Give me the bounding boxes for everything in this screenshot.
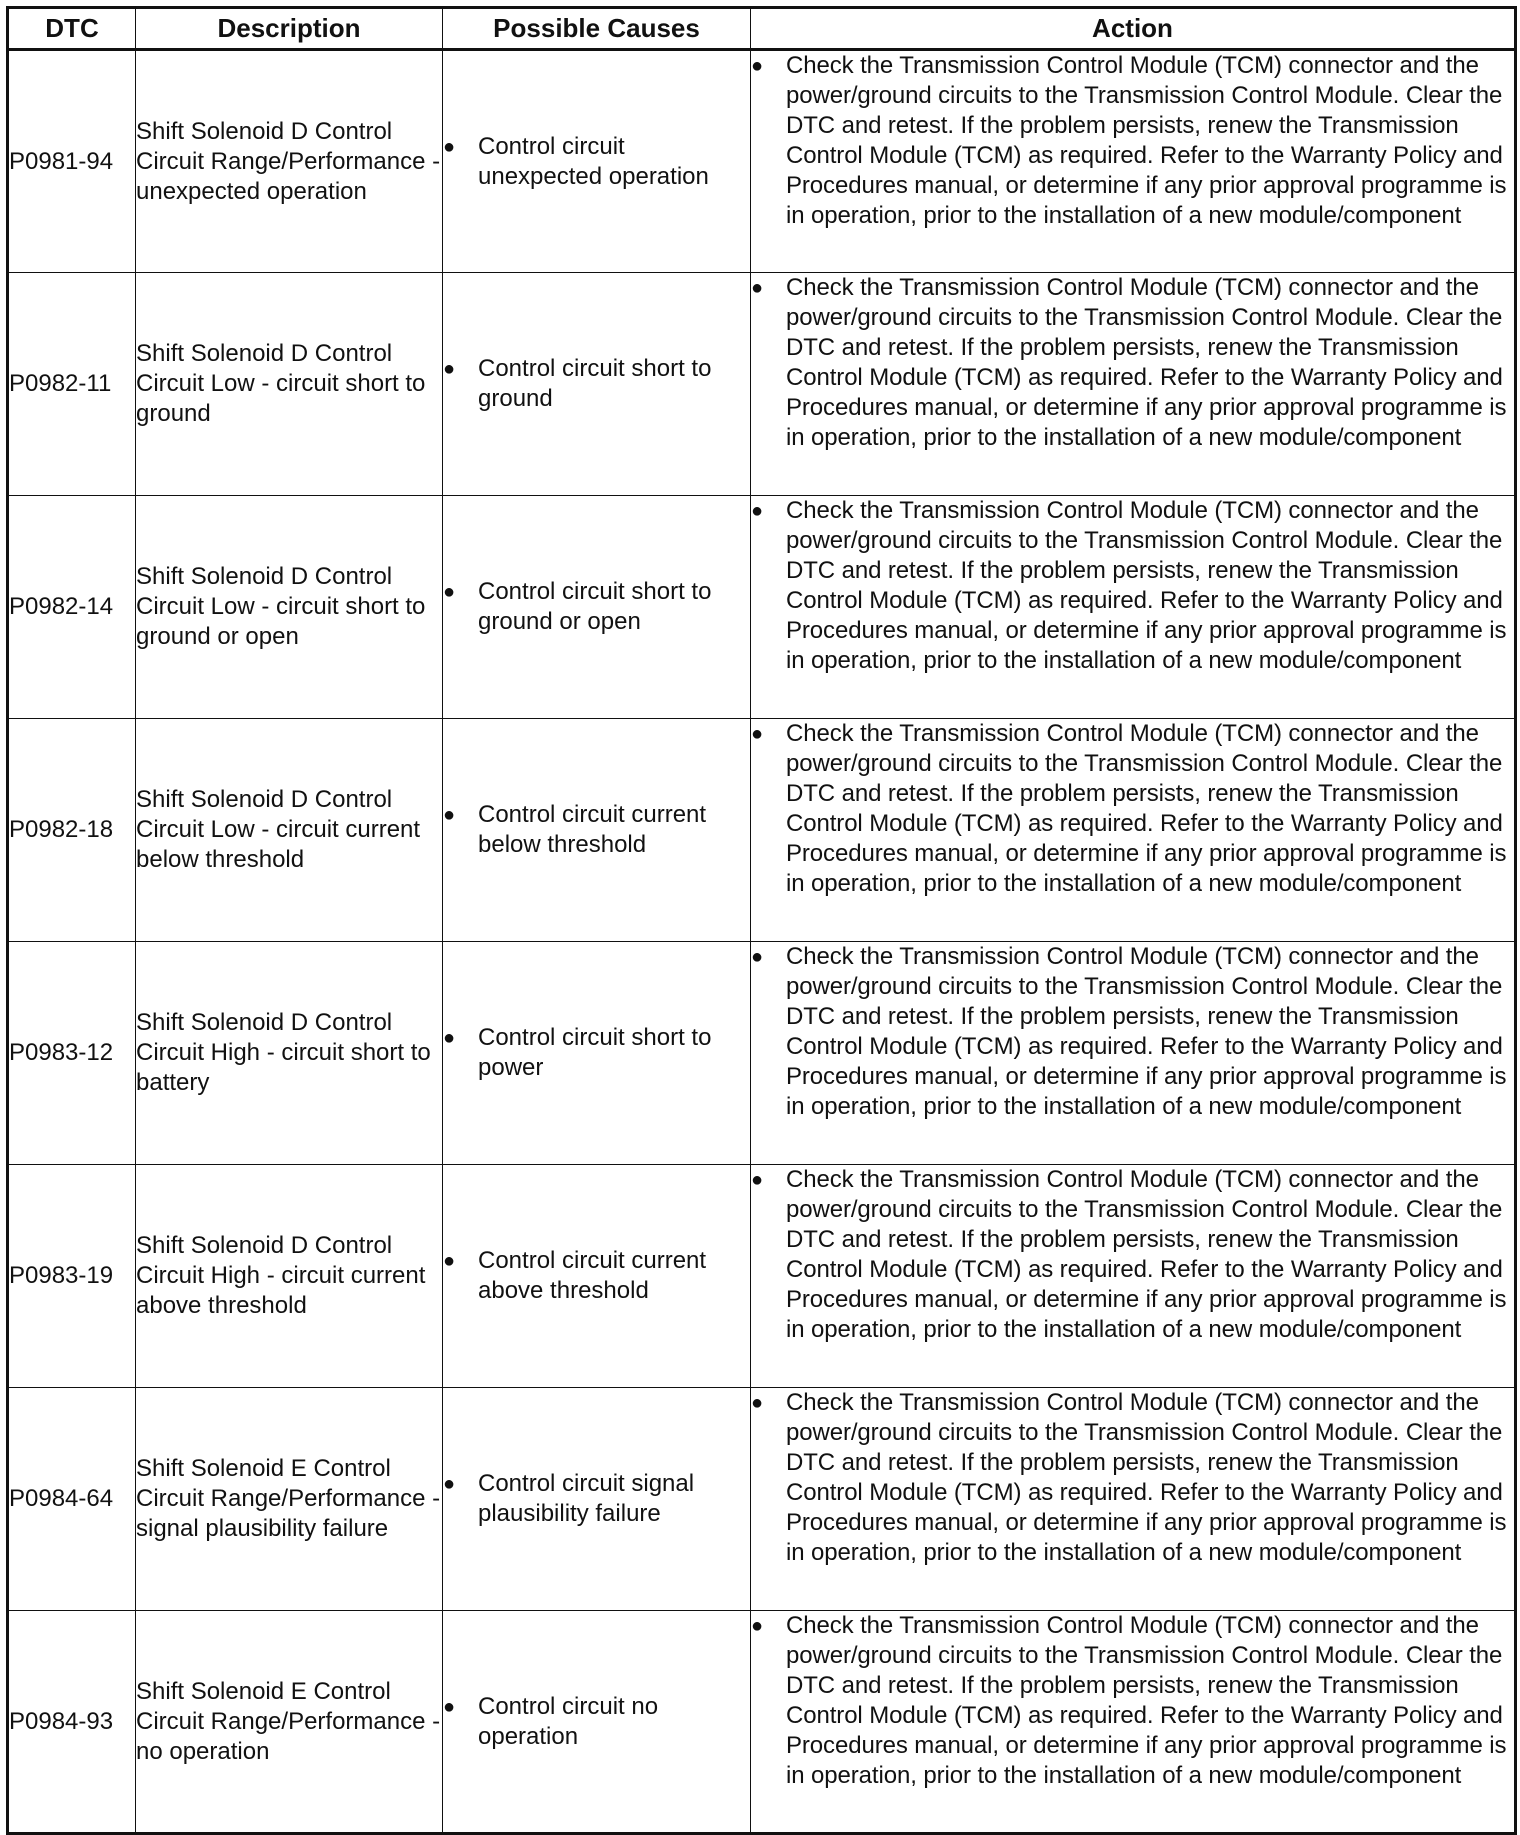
action-text: Check the Transmission Control Module (TCM) connector and the power/ground circuits to the Transmission Control Module. Clear the DTC and retest. If the problem persists, renew the Transmission Control Module (TCM) as required. Refer to the Warranty Policy and Procedures manual, or determine if any prior approval programme is in operation, prior to the installation of a new module/component [786, 274, 1507, 451]
action-item [751, 1165, 1514, 1345]
dtc-description: Shift Solenoid D Control Circuit High - circuit current above threshold [136, 1165, 443, 1388]
table-row [8, 942, 1516, 1165]
possible-cause-cell [443, 50, 751, 273]
action-item [751, 496, 1514, 676]
action-cell [751, 496, 1516, 719]
possible-cause-text: Control circuit signal plausibility failure [478, 1470, 695, 1527]
dtc-description: Shift Solenoid D Control Circuit Low - circuit short to ground [136, 273, 443, 496]
dtc-table [6, 6, 1517, 1835]
header-dtc: DTC [8, 8, 136, 50]
dtc-code: P0983-19 [8, 1165, 136, 1388]
action-item [751, 719, 1514, 899]
table-row [8, 719, 1516, 942]
bullet-icon: ● [751, 1615, 764, 1637]
header-row [8, 8, 1516, 50]
dtc-code: P0981-94 [8, 50, 136, 273]
dtc-code: P0982-18 [8, 719, 136, 942]
header-description: Description [136, 8, 443, 50]
action-cell [751, 1611, 1516, 1834]
action-text: Check the Transmission Control Module (TCM) connector and the power/ground circuits to the Transmission Control Module. Clear the DTC and retest. If the problem persists, renew the Transmission Control Module (TCM) as required. Refer to the Warranty Policy and Procedures manual, or determine if any prior approval programme is in operation, prior to the installation of a new module/component [786, 720, 1507, 897]
action-cell [751, 273, 1516, 496]
dtc-code: P0982-11 [8, 273, 136, 496]
action-cell [751, 1388, 1516, 1611]
table-row [8, 496, 1516, 719]
action-text: Check the Transmission Control Module (TCM) connector and the power/ground circuits to the Transmission Control Module. Clear the DTC and retest. If the problem persists, renew the Transmission Control Module (TCM) as required. Refer to the Warranty Policy and Procedures manual, or determine if any prior approval programme is in operation, prior to the installation of a new module/component [786, 1166, 1507, 1343]
action-item [751, 1611, 1514, 1791]
possible-cause-item [443, 800, 750, 860]
dtc-description: Shift Solenoid D Control Circuit Range/Performance - unexpected operation [136, 50, 443, 273]
bullet-icon: ● [443, 1027, 456, 1049]
table-row [8, 1388, 1516, 1611]
bullet-icon: ● [443, 804, 456, 826]
action-item [751, 942, 1514, 1122]
action-cell [751, 50, 1516, 273]
bullet-icon: ● [443, 1250, 456, 1272]
possible-cause-item [443, 132, 750, 192]
bullet-icon: ● [443, 358, 456, 380]
possible-cause-cell [443, 496, 751, 719]
possible-cause-text: Control circuit short to ground or open [478, 578, 712, 635]
possible-cause-item [443, 1246, 750, 1306]
possible-cause-cell [443, 273, 751, 496]
action-text: Check the Transmission Control Module (TCM) connector and the power/ground circuits to the Transmission Control Module. Clear the DTC and retest. If the problem persists, renew the Transmission Control Module (TCM) as required. Refer to the Warranty Policy and Procedures manual, or determine if any prior approval programme is in operation, prior to the installation of a new module/component [786, 1612, 1507, 1789]
action-text: Check the Transmission Control Module (TCM) connector and the power/ground circuits to the Transmission Control Module. Clear the DTC and retest. If the problem persists, renew the Transmission Control Module (TCM) as required. Refer to the Warranty Policy and Procedures manual, or determine if any prior approval programme is in operation, prior to the installation of a new module/component [786, 497, 1507, 674]
possible-cause-cell [443, 1388, 751, 1611]
possible-cause-item [443, 1469, 750, 1529]
dtc-code: P0983-12 [8, 942, 136, 1165]
bullet-icon: ● [751, 500, 764, 522]
action-text: Check the Transmission Control Module (TCM) connector and the power/ground circuits to the Transmission Control Module. Clear the DTC and retest. If the problem persists, renew the Transmission Control Module (TCM) as required. Refer to the Warranty Policy and Procedures manual, or determine if any prior approval programme is in operation, prior to the installation of a new module/component [786, 52, 1507, 229]
possible-cause-text: Control circuit current below threshold [478, 801, 707, 858]
action-item [751, 1388, 1514, 1568]
possible-cause-item [443, 577, 750, 637]
bullet-icon: ● [443, 581, 456, 603]
bullet-icon: ● [751, 723, 764, 745]
bullet-icon: ● [443, 135, 456, 158]
action-cell [751, 1165, 1516, 1388]
bullet-icon: ● [751, 277, 764, 299]
dtc-description: Shift Solenoid E Control Circuit Range/Performance - no operation [136, 1611, 443, 1834]
table-row [8, 50, 1516, 273]
possible-cause-text: Control circuit short to ground [478, 355, 712, 412]
bullet-icon: ● [751, 1392, 764, 1414]
bullet-icon: ● [751, 946, 764, 968]
possible-cause-cell [443, 1611, 751, 1834]
dtc-code: P0984-64 [8, 1388, 136, 1611]
possible-cause-text: Control circuit current above threshold [478, 1247, 707, 1304]
bullet-icon: ● [751, 55, 764, 77]
action-item [751, 273, 1514, 453]
dtc-description: Shift Solenoid D Control Circuit Low - circuit short to ground or open [136, 496, 443, 719]
possible-cause-text: Control circuit short to power [478, 1024, 712, 1081]
header-possible-causes: Possible Causes [443, 8, 751, 50]
dtc-description: Shift Solenoid D Control Circuit High - circuit short to battery [136, 942, 443, 1165]
table-row [8, 1611, 1516, 1834]
table-row [8, 1165, 1516, 1388]
bullet-icon: ● [751, 1169, 764, 1191]
possible-cause-text: Control circuit unexpected operation [478, 132, 709, 190]
table-body [8, 50, 1516, 1834]
dtc-code: P0984-93 [8, 1611, 136, 1834]
dtc-description: Shift Solenoid E Control Circuit Range/Performance - signal plausibility failure [136, 1388, 443, 1611]
action-item [751, 51, 1514, 231]
table-row [8, 273, 1516, 496]
table-header [8, 8, 1516, 50]
dtc-code: P0982-14 [8, 496, 136, 719]
header-action: Action [751, 8, 1516, 50]
possible-cause-item [443, 354, 750, 414]
action-cell [751, 719, 1516, 942]
action-text: Check the Transmission Control Module (TCM) connector and the power/ground circuits to the Transmission Control Module. Clear the DTC and retest. If the problem persists, renew the Transmission Control Module (TCM) as required. Refer to the Warranty Policy and Procedures manual, or determine if any prior approval programme is in operation, prior to the installation of a new module/component [786, 1389, 1507, 1566]
possible-cause-cell [443, 942, 751, 1165]
dtc-description: Shift Solenoid D Control Circuit Low - circuit current below threshold [136, 719, 443, 942]
bullet-icon: ● [443, 1473, 456, 1495]
possible-cause-item [443, 1692, 750, 1752]
possible-cause-item [443, 1023, 750, 1083]
possible-cause-cell [443, 719, 751, 942]
action-cell [751, 942, 1516, 1165]
possible-cause-cell [443, 1165, 751, 1388]
bullet-icon: ● [443, 1695, 456, 1718]
possible-cause-text: Control circuit no operation [478, 1692, 659, 1750]
action-text: Check the Transmission Control Module (TCM) connector and the power/ground circuits to the Transmission Control Module. Clear the DTC and retest. If the problem persists, renew the Transmission Control Module (TCM) as required. Refer to the Warranty Policy and Procedures manual, or determine if any prior approval programme is in operation, prior to the installation of a new module/component [786, 943, 1507, 1120]
